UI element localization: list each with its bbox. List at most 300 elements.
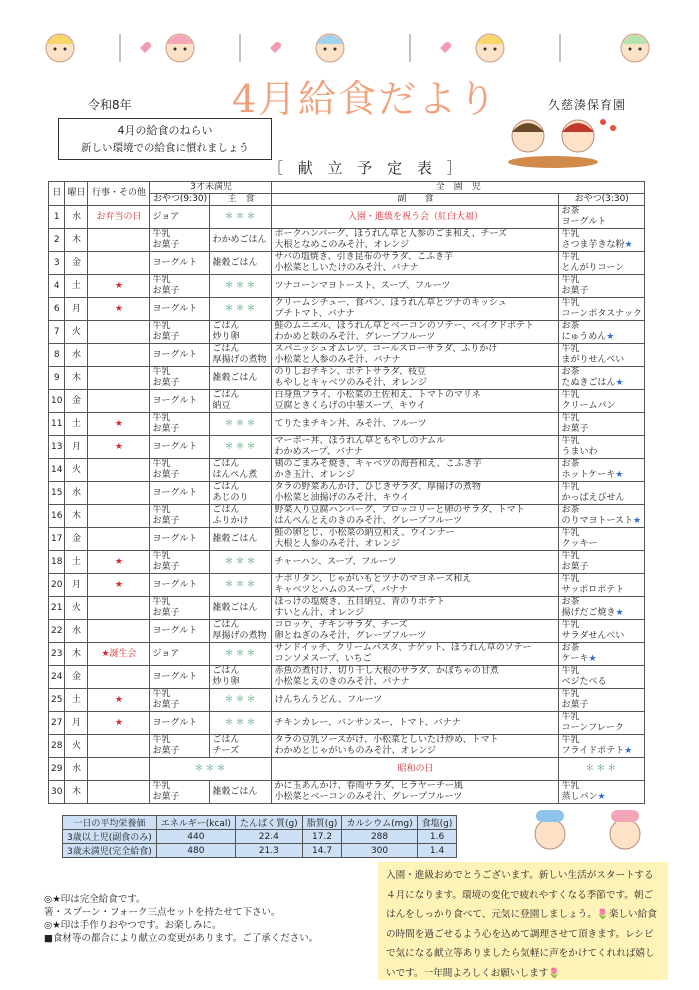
day-cell: 24 xyxy=(49,666,65,689)
snack-pm-cell xyxy=(559,551,644,574)
snack-am-line: ヨーグルト xyxy=(152,349,198,360)
snack-am-cell xyxy=(150,620,210,643)
weekday-cell: 月 xyxy=(65,712,88,735)
snack-pm-cell xyxy=(559,367,644,390)
snack-pm-line: とんがりコーン xyxy=(561,263,625,273)
side-dish-cell xyxy=(272,689,559,712)
snack-am-line: 牛乳 xyxy=(152,781,171,791)
menu-row xyxy=(49,735,645,758)
snack-pm-cell xyxy=(559,206,644,229)
side-dish-line: スパニッシュオムレツ、コールスローサラダ、ふりかけ xyxy=(274,344,498,354)
side-dish-cell xyxy=(272,574,559,597)
weekday-cell: 火 xyxy=(65,597,88,620)
header-day: 日 xyxy=(49,182,65,206)
main-food-line: 雑穀ごはん xyxy=(212,602,258,613)
main-food-line: ごはん xyxy=(212,666,240,676)
snack-pm-cell xyxy=(559,689,644,712)
snack-am-line: 牛乳 xyxy=(152,413,171,423)
side-dish-line: コンソメスープ、いちご xyxy=(274,654,372,664)
handmade-star-icon: ★ xyxy=(588,654,597,664)
side-dish-cell xyxy=(272,781,559,804)
snack-pm-line: サッポロポテト xyxy=(561,585,625,595)
nutrition-cell: 21.3 xyxy=(235,844,302,858)
event-cell xyxy=(88,597,150,620)
event-cell xyxy=(88,528,150,551)
day-cell: 2 xyxy=(49,229,65,252)
notes xyxy=(44,893,318,945)
main-food-cell xyxy=(210,252,272,275)
weekday-cell: 月 xyxy=(65,436,88,459)
weekday-cell: 土 xyxy=(65,413,88,436)
snack-pm-line: ベジたべる xyxy=(561,677,607,687)
main-food-cell xyxy=(210,275,272,298)
header-decoration xyxy=(30,18,670,70)
weekday-cell: 火 xyxy=(65,459,88,482)
main-food-cell xyxy=(210,459,272,482)
snack-pm-line: 牛乳 xyxy=(561,689,580,699)
menu-row xyxy=(49,482,645,505)
snack-am-cell xyxy=(150,505,210,528)
snack-am-line: 牛乳 xyxy=(152,321,171,331)
weekday-cell: 木 xyxy=(65,505,88,528)
main-food-cell xyxy=(210,781,272,804)
nutrition-cell: 440 xyxy=(156,830,235,844)
snack-am-line: ヨーグルト xyxy=(152,533,198,544)
side-dish-line: わかめとじゃがいものみそ汁、オレンジ xyxy=(274,746,437,756)
side-dish-line: タラの豆乳ソースがけ、小松菜としいたけ炒め、トマト xyxy=(274,735,499,745)
child-face-icon xyxy=(476,34,504,62)
header-group-all: 全 園 児 xyxy=(272,182,644,194)
snack-pm-line: お菓子 xyxy=(561,700,589,710)
snack-pm-line: 蒸しパン★ xyxy=(561,792,606,802)
main-food-line: ごはん xyxy=(212,390,240,400)
snack-pm-cell xyxy=(559,643,644,666)
snack-pm-cell xyxy=(559,436,644,459)
snack-pm-line: のりマヨトースト★ xyxy=(561,516,642,526)
nutrition-cell: 1.4 xyxy=(417,844,457,858)
nutrition-cell: 14.7 xyxy=(302,844,342,858)
nutrition-cell: 1.6 xyxy=(417,830,457,844)
day-cell: 28 xyxy=(49,735,65,758)
snack-pm-line: まがりせんべい xyxy=(561,355,625,365)
day-cell: 18 xyxy=(49,551,65,574)
handmade-star-icon: ★ xyxy=(633,516,642,526)
main-food-cell xyxy=(210,229,272,252)
school-name: 久慈湊保育園 xyxy=(548,98,627,112)
snack-pm-line: 牛乳 xyxy=(561,712,580,722)
snack-am-line: ヨーグルト xyxy=(152,395,198,406)
snack-pm-line: クッキー xyxy=(561,539,598,549)
snack-pm-cell xyxy=(559,275,644,298)
weekday-cell: 月 xyxy=(65,574,88,597)
aim-text: 新しい環境での給食に慣れましょう xyxy=(81,142,249,154)
day-cell: 20 xyxy=(49,574,65,597)
main-food-cell xyxy=(210,321,272,344)
day-cell: 4 xyxy=(49,275,65,298)
snack-am-cell xyxy=(150,275,210,298)
snack-pm-cell xyxy=(559,390,644,413)
snack-pm-line: 牛乳 xyxy=(561,551,580,561)
chef-kids-illustration xyxy=(520,800,660,856)
snack-pm-line: にゅうめん★ xyxy=(561,332,615,342)
main-food-line: 炒り卵 xyxy=(212,332,240,342)
day-cell: 17 xyxy=(49,528,65,551)
handmade-star-icon: ★ xyxy=(606,332,615,342)
day-cell: 8 xyxy=(49,344,65,367)
snack-pm-cell xyxy=(559,344,644,367)
main-food-cell xyxy=(210,643,272,666)
snack-pm-cell xyxy=(559,298,644,321)
side-dish-line: 豆腐ときくらげの中華スープ、キウイ xyxy=(274,401,426,411)
main-food-line: ＊＊＊ xyxy=(224,648,258,659)
weekday-cell: 金 xyxy=(65,528,88,551)
side-dish-cell xyxy=(272,505,559,528)
holiday-stars: ＊＊＊ xyxy=(150,758,272,781)
menu-row xyxy=(49,344,645,367)
side-dish-line: 鮭のムニエル、ほうれん草とベーコンのソテー、ベイクドポテト xyxy=(274,321,535,331)
main-food-line: ＊＊＊ xyxy=(224,579,258,590)
side-dish-line: てりたまチキン丼、みそ汁、フルーツ xyxy=(274,418,427,429)
main-food-line: ごはん xyxy=(212,344,240,354)
snack-pm-line: 牛乳 xyxy=(561,574,580,584)
side-dish-cell xyxy=(272,620,559,643)
day-cell: 29 xyxy=(49,758,65,781)
nutrition-header: 一日の平均栄養価 xyxy=(63,816,157,830)
side-dish-line: タラの野菜あんかけ、ひじきサラダ、厚揚げの煮物 xyxy=(274,482,481,492)
main-food-line: わかめごはん xyxy=(212,234,267,245)
side-dish-line: 大根となめこのみそ汁、オレンジ xyxy=(274,240,410,250)
note-line: ◎★印は完全給食です。 xyxy=(44,894,146,905)
side-dish-line: かき玉汁、オレンジ xyxy=(274,470,356,480)
day-cell: 10 xyxy=(49,390,65,413)
menu-row xyxy=(49,574,645,597)
snack-am-line: お菓子 xyxy=(152,424,180,434)
main-food-line: はんぺん煮 xyxy=(212,470,258,480)
snack-am-cell xyxy=(150,413,210,436)
menu-row xyxy=(49,712,645,735)
weekday-cell: 金 xyxy=(65,390,88,413)
nutrition-cell: 17.2 xyxy=(302,830,342,844)
snack-pm-line: サラダせんべい xyxy=(561,631,625,641)
snack-am-line: お菓子 xyxy=(152,470,180,480)
main-food-line: ＊＊＊ xyxy=(224,441,258,452)
main-food-cell xyxy=(210,367,272,390)
menu-row xyxy=(49,643,645,666)
main-food-line: ＊＊＊ xyxy=(224,556,258,567)
snack-pm-cell xyxy=(559,505,644,528)
weekday-cell: 火 xyxy=(65,321,88,344)
menu-row xyxy=(49,459,645,482)
monthly-aim-box xyxy=(58,118,272,160)
menu-row xyxy=(49,597,645,620)
note-line: 箸・スプーン・フォーク三点セットを持たせて下さい。 xyxy=(44,907,281,918)
side-dish-line: 入園・進級を祝う会（紅白大福） xyxy=(347,211,483,222)
main-food-line: ごはん xyxy=(212,321,240,331)
side-dish-line: マーボー丼、ほうれん草ともやしのナムル xyxy=(274,436,446,446)
side-dish-line: すいとん汁、オレンジ xyxy=(274,608,365,618)
main-food-line: 雑穀ごはん xyxy=(212,257,258,268)
menu-row xyxy=(49,367,645,390)
note-line: ■食材等の都合により献立の変更があります。ご了承ください。 xyxy=(44,933,319,944)
side-dish-line: 昭和の日 xyxy=(397,763,434,774)
side-dish-line: はんぺんとえのきのみそ汁、グレープフルーツ xyxy=(274,516,463,526)
snack-am-cell xyxy=(150,229,210,252)
snack-am-line: 牛乳 xyxy=(152,367,171,377)
child-face-icon xyxy=(316,34,344,62)
snack-am-cell xyxy=(150,459,210,482)
snack-pm-line: 牛乳 xyxy=(561,620,580,630)
side-dish-cell xyxy=(272,436,559,459)
handmade-star-icon: ★ xyxy=(624,746,633,756)
snack-pm-line: ヨーグルト xyxy=(561,217,607,227)
main-food-line: ＊＊＊ xyxy=(224,280,258,291)
snack-am-line: 牛乳 xyxy=(152,229,171,239)
event-cell: ★ xyxy=(88,275,150,298)
side-dish-line: 白身魚フライ、小松菜の土佐和え、トマトのマリネ xyxy=(274,390,481,400)
side-dish-line: クリームシチュー、食パン、ほうれん草とツナのキッシュ xyxy=(274,298,507,308)
event-cell: ★ xyxy=(88,574,150,597)
nutrition-cell: 3歳未満児(完全給食) xyxy=(63,844,157,858)
event-cell xyxy=(88,229,150,252)
side-dish-line: コロッケ、チキンサラダ、チーズ xyxy=(274,620,408,630)
day-cell: 1 xyxy=(49,206,65,229)
side-dish-cell xyxy=(272,229,559,252)
side-dish-line: チャーハン、スープ、フルーツ xyxy=(274,556,397,567)
nutrition-header: 食塩(g) xyxy=(417,816,457,830)
side-dish-cell xyxy=(272,597,559,620)
side-dish-cell xyxy=(272,459,559,482)
snack-pm-line: うまいわ xyxy=(561,447,598,457)
snack-am-line: お菓子 xyxy=(152,746,180,756)
side-dish-line: キャベツとハムのスープ、バナナ xyxy=(274,585,408,595)
snack-pm-line: お茶 xyxy=(561,597,580,607)
snack-am-line: ジョア xyxy=(152,648,180,659)
side-dish-cell xyxy=(272,666,559,689)
main-food-cell xyxy=(210,436,272,459)
snack-am-cell xyxy=(150,551,210,574)
menu-row xyxy=(49,390,645,413)
main-food-line: ＊＊＊ xyxy=(224,303,258,314)
snack-pm-line: お茶 xyxy=(561,643,580,653)
main-food-line: ＊＊＊ xyxy=(224,418,258,429)
side-dish-line: のりしおチキン、ポテトサラダ、枝豆 xyxy=(274,367,427,377)
main-food-line: あじのり xyxy=(212,493,249,503)
side-dish-line: 小松菜としいたけのみそ汁、バナナ xyxy=(274,263,419,273)
header-side-dish: 副 食 xyxy=(272,194,559,206)
main-food-cell xyxy=(210,574,272,597)
snack-am-line: お菓子 xyxy=(152,240,180,250)
day-cell: 23 xyxy=(49,643,65,666)
menu-row xyxy=(49,758,645,781)
side-dish-line: プチトマト、バナナ xyxy=(274,309,355,319)
snack-am-line: お菓子 xyxy=(152,332,180,342)
header-snack-am: おやつ(9:30) xyxy=(150,194,210,206)
snack-pm-cell xyxy=(559,712,644,735)
menu-row xyxy=(49,229,645,252)
day-cell: 3 xyxy=(49,252,65,275)
weekday-cell: 土 xyxy=(65,551,88,574)
snack-pm-line: 牛乳 xyxy=(561,344,580,354)
handmade-star-icon: ★ xyxy=(624,240,633,250)
snack-pm-line: フライドポテト★ xyxy=(561,746,633,756)
snack-am-cell xyxy=(150,482,210,505)
snack-pm-line: 牛乳 xyxy=(561,436,580,446)
side-dish-cell xyxy=(272,390,559,413)
snack-am-line: 牛乳 xyxy=(152,689,171,699)
event-cell: ★ xyxy=(88,689,150,712)
menu-row xyxy=(49,551,645,574)
main-food-cell xyxy=(210,735,272,758)
snack-am-cell xyxy=(150,344,210,367)
side-dish-line: チキンカレー、バンサンスー、トマト、バナナ xyxy=(274,717,461,728)
event-cell xyxy=(88,390,150,413)
handmade-star-icon: ★ xyxy=(615,470,624,480)
snack-pm-line: 牛乳 xyxy=(561,528,580,538)
handmade-star-icon: ★ xyxy=(615,608,624,618)
side-dish-cell xyxy=(272,758,559,781)
snack-am-line: ヨーグルト xyxy=(152,579,198,590)
menu-row xyxy=(49,689,645,712)
weekday-cell: 木 xyxy=(65,781,88,804)
main-food-cell xyxy=(210,344,272,367)
snack-pm-cell xyxy=(559,666,644,689)
side-dish-cell xyxy=(272,298,559,321)
snack-am-cell xyxy=(150,367,210,390)
snack-pm-line: たぬきごはん★ xyxy=(561,378,624,388)
era-year: 令和8年 xyxy=(88,98,132,112)
event-cell: ★ xyxy=(88,413,150,436)
menu-row xyxy=(49,413,645,436)
snack-pm-line: お茶 xyxy=(561,367,580,377)
event-cell: ★ xyxy=(88,712,150,735)
side-dish-line: もやしとキャベツのみそ汁、オレンジ xyxy=(274,378,428,388)
snack-pm-cell xyxy=(559,459,644,482)
event-cell xyxy=(88,620,150,643)
main-food-cell xyxy=(210,597,272,620)
day-cell: 30 xyxy=(49,781,65,804)
weekday-cell: 木 xyxy=(65,643,88,666)
main-food-cell xyxy=(210,551,272,574)
side-dish-line: わかめスープ、バナナ xyxy=(274,447,363,457)
snack-pm-cell xyxy=(559,735,644,758)
main-food-line: 炒り卵 xyxy=(212,677,240,687)
snack-pm-line: お茶 xyxy=(561,321,580,331)
menu-row xyxy=(49,436,645,459)
snack-pm-line: かっぱえびせん xyxy=(561,493,625,503)
weekday-cell: 月 xyxy=(65,298,88,321)
snack-am-cell xyxy=(150,321,210,344)
event-cell xyxy=(88,505,150,528)
weekday-cell: 水 xyxy=(65,206,88,229)
handmade-star-icon: ★ xyxy=(597,792,606,802)
snack-pm-line: コーンポタスナック xyxy=(561,309,642,319)
snack-am-cell xyxy=(150,781,210,804)
nutrition-header: エネルギー(kcal) xyxy=(156,816,235,830)
event-cell: ★ xyxy=(88,436,150,459)
handmade-star-icon: ★ xyxy=(615,378,624,388)
event-cell xyxy=(88,252,150,275)
menu-row xyxy=(49,298,645,321)
side-dish-line: 小松菜と人参のみそ汁、バナナ xyxy=(274,355,401,365)
event-cell xyxy=(88,367,150,390)
event-cell: ★誕生会 xyxy=(88,643,150,666)
snack-pm-line: 牛乳 xyxy=(561,781,580,791)
side-dish-cell xyxy=(272,344,559,367)
header-weekday: 曜日 xyxy=(65,182,88,206)
side-dish-line: 卵とねぎのみそ汁、グレープフルーツ xyxy=(274,631,427,641)
menu-section-title: ［ 献 立 予 定 表 ］ xyxy=(268,159,467,177)
snack-am-cell xyxy=(150,436,210,459)
snack-pm-cell xyxy=(559,758,644,781)
side-dish-line: サバの塩焼き、引き昆布のサラダ、こふき芋 xyxy=(274,252,453,262)
snack-am-line: ヨーグルト xyxy=(152,717,198,728)
main-food-line: ＊＊＊ xyxy=(224,211,258,222)
main-food-line: ＊＊＊ xyxy=(224,694,258,705)
header-main-food: 主 食 xyxy=(210,194,272,206)
nutrition-cell: 3歳以上児(副食のみ) xyxy=(63,830,157,844)
nutrition-header: 脂質(g) xyxy=(302,816,342,830)
snack-pm-cell xyxy=(559,321,644,344)
child-face-icon xyxy=(621,34,649,62)
main-food-cell xyxy=(210,206,272,229)
snack-am-line: 牛乳 xyxy=(152,597,171,607)
nutrition-header: カルシウム(mg) xyxy=(342,816,417,830)
snack-pm-line: お菓子 xyxy=(561,562,589,572)
snack-am-cell xyxy=(150,528,210,551)
snack-am-cell xyxy=(150,597,210,620)
weekday-cell: 金 xyxy=(65,252,88,275)
nutrition-cell: 22.4 xyxy=(235,830,302,844)
main-food-line: 雑穀ごはん xyxy=(212,372,258,383)
side-dish-cell xyxy=(272,482,559,505)
header-event: 行事・その他 xyxy=(88,182,150,206)
main-food-line: 雑穀ごはん xyxy=(212,533,258,544)
snack-pm-cell xyxy=(559,620,644,643)
snack-am-line: ヨーグルト xyxy=(152,303,198,314)
side-dish-line: 大根と人参のみそ汁、オレンジ xyxy=(274,539,401,549)
event-cell xyxy=(88,758,150,781)
side-dish-cell xyxy=(272,206,559,229)
snack-pm-line: 牛乳 xyxy=(561,229,580,239)
side-dish-cell xyxy=(272,413,559,436)
snack-am-line: お菓子 xyxy=(152,700,180,710)
snack-pm-line: 牛乳 xyxy=(561,666,580,676)
snack-am-line: 牛乳 xyxy=(152,735,171,745)
snack-am-cell xyxy=(150,298,210,321)
header-group-under3: 3才未満児 xyxy=(150,182,272,194)
nutrition-cell: 480 xyxy=(156,844,235,858)
child-face-icon xyxy=(46,34,74,62)
snack-pm-cell xyxy=(559,229,644,252)
day-cell: 22 xyxy=(49,620,65,643)
main-food-cell xyxy=(210,528,272,551)
snack-am-line: ヨーグルト xyxy=(152,257,198,268)
snack-pm-cell xyxy=(559,574,644,597)
header-snack-pm: おやつ(3:30) xyxy=(559,194,644,206)
menu-row xyxy=(49,275,645,298)
side-dish-cell xyxy=(272,528,559,551)
side-dish-cell xyxy=(272,252,559,275)
main-food-cell xyxy=(210,413,272,436)
side-dish-cell xyxy=(272,275,559,298)
event-cell xyxy=(88,666,150,689)
snack-pm-line: ケーキ★ xyxy=(561,654,597,664)
snack-pm-line: クリームパン xyxy=(561,401,616,411)
nutrition-table xyxy=(62,815,457,858)
aim-title: 4月の給食のねらい xyxy=(117,124,213,137)
side-dish-line: 小松菜とえのきのみそ汁、バナナ xyxy=(274,677,410,687)
menu-row xyxy=(49,252,645,275)
